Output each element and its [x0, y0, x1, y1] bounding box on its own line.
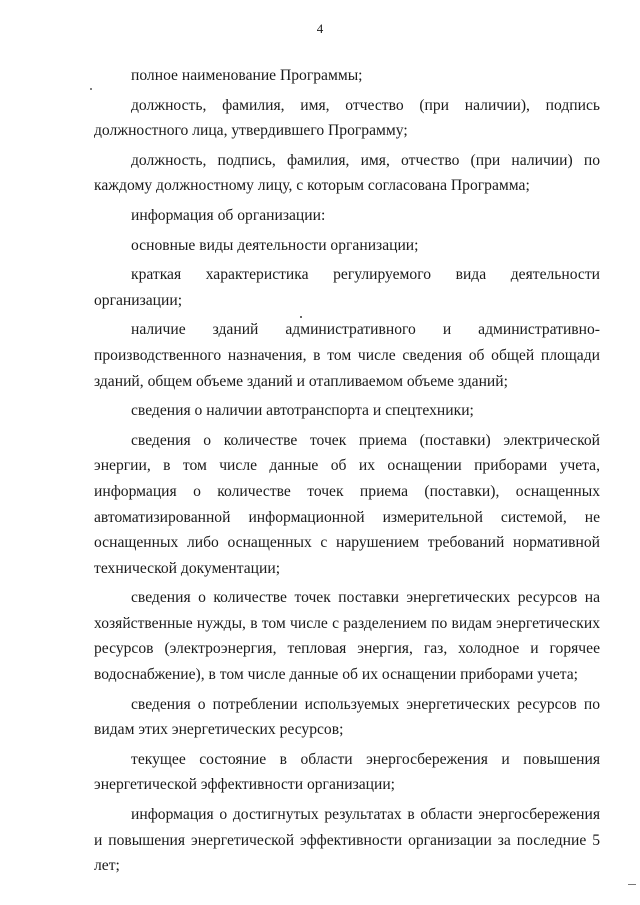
- paragraph: наличие зданий административного и административно-производственного назначения, в том числе сведения об общей площади зданий, общем объеме зданий и отапливаемом объеме зданий;: [94, 321, 600, 390]
- paragraph: основные виды деятельности организации;: [131, 236, 419, 254]
- paragraph: сведения о количестве точек приема (поставки) электрической энергии, в том числе данные об их оснащении приборами учета, информация о количестве точек приема (поставки), оснащенных автоматизированной информационной измерительной системой, не оснащенных либо оснащенных с нарушением требований нормативной технической документации;: [94, 431, 600, 577]
- paragraph: полное наименование Программы;: [131, 67, 363, 84]
- page-number: 4: [316, 21, 324, 36]
- paragraph: текущее состояние в области энергосбережения и повышения энергетической эффективности организации;: [94, 750, 600, 794]
- scan-speck: [628, 884, 636, 885]
- paragraph: информация о достигнутых результатах в области энергосбережения и повышения энергетической эффективности организации за последние 5 лет;: [94, 806, 600, 875]
- paragraph: информация об организации:: [131, 206, 326, 224]
- paragraph: должность, подпись, фамилия, имя, отчество (при наличии) по каждому должностному лицу, с которым согласована Программа;: [94, 151, 600, 195]
- paragraph: должность, фамилия, имя, отчество (при наличии), подпись должностного лица, утвердившего Программу;: [94, 96, 600, 140]
- document-body: [94, 63, 600, 883]
- paragraph: сведения о потреблении используемых энергетических ресурсов по видам этих энергетических ресурсов;: [94, 695, 600, 739]
- paragraph: краткая характеристика регулируемого вида деятельности организации;: [94, 266, 600, 309]
- paragraph: сведения о наличии автотранспорта и спецтехники;: [131, 402, 474, 420]
- scan-speck: [90, 88, 92, 90]
- paragraph: сведения о количестве точек поставки энергетических ресурсов на хозяйственные нужды, в том числе с разделением по видам энергетических ресурсов (электроэнергия, тепловая энергия, газ, холодное и горячее водоснабжение), в том числе данные об их оснащении приборами учета;: [94, 589, 600, 684]
